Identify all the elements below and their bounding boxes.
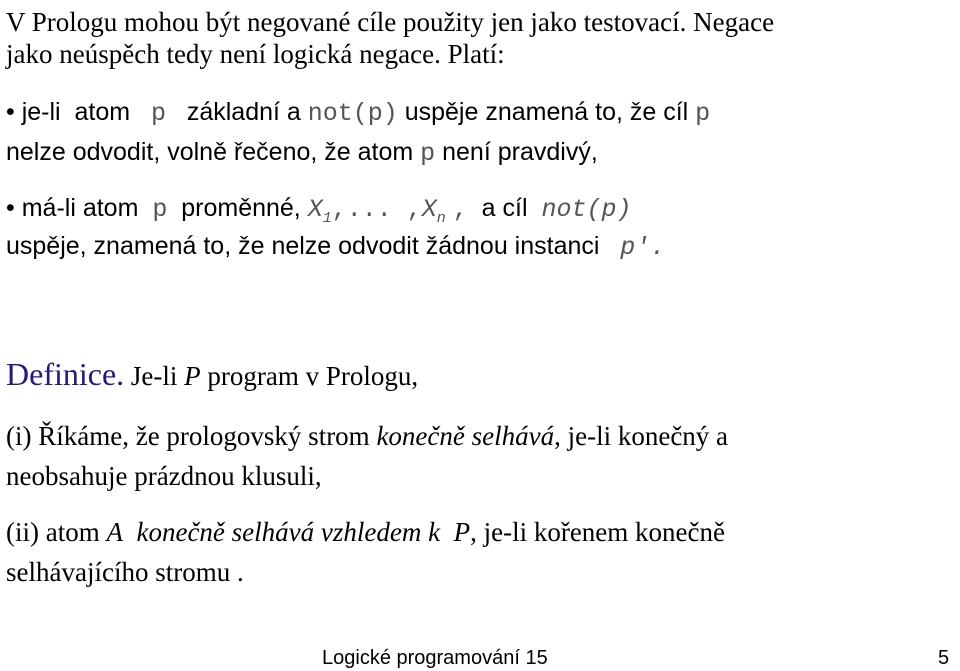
intro-line-1: V Prologu mohou být negované cíle použity jen jako testovací. Negace [6, 7, 775, 37]
code-dots: ,... , [331, 195, 422, 224]
item-text: , je-li kořenem konečně [470, 517, 725, 547]
code-comma: , [452, 195, 468, 224]
definition-text: Je-li [130, 361, 178, 391]
subscript-1: 1 [322, 210, 332, 227]
item-i-line-2: neobsahuje prázdnou klusuli, [6, 461, 322, 491]
item-text: (i) Říkáme, že prologovský strom [6, 421, 370, 451]
item-ii-line-2: selhávajícího stromu . [6, 557, 244, 587]
subscript-n: n [436, 210, 446, 227]
bullet-text: není pravdivý, [442, 138, 598, 166]
code-p: p [420, 139, 436, 168]
program-symbol: P [453, 517, 471, 547]
bullet-text: proměnné, [181, 194, 301, 222]
intro-line-2: jako neúspěch tedy není logická negace. Platí: [6, 39, 505, 69]
item-ii-line-1 [6, 516, 725, 548]
definition-text: program v Prologu, [207, 361, 419, 391]
bullet-2-line-1 [6, 192, 631, 235]
bullet-text: je-li [21, 98, 61, 126]
bullet-text: a cíl [481, 194, 528, 222]
bullet-text: má-li atom [21, 194, 139, 222]
bullet-marker: • [6, 194, 15, 222]
atom-symbol: A [106, 517, 123, 547]
code-p-prime: p'. [620, 233, 666, 262]
bullet-1-line-1 [6, 96, 710, 130]
item-emphasis: konečně selhává vzhledem k [136, 517, 441, 547]
bullet-text: uspěje znamená to, že cíl [404, 98, 689, 126]
item-text: (ii) atom [6, 517, 100, 547]
code-not-p: not(p) [541, 195, 632, 224]
program-symbol: P [184, 361, 201, 391]
definition-line [6, 358, 418, 392]
bullet-text: nelze odvodit, volně řečeno, že atom [6, 138, 414, 166]
item-emphasis: konečně selhává [376, 421, 555, 451]
footer-page-number: 5 [938, 647, 950, 669]
bullet-text: uspěje, znamená to, že nelze odvodit žádnou instanci [6, 232, 600, 260]
code-p: p [695, 99, 711, 128]
footer-course-title: Logické programování 15 [322, 647, 548, 669]
code-not-p: not(p) [307, 99, 398, 128]
code-x: X [421, 195, 437, 224]
bullet-1-line-2 [6, 136, 598, 170]
bullet-text: atom [74, 98, 131, 126]
definition-heading: Definice. [6, 356, 125, 392]
bullet-text: základní a [186, 98, 301, 126]
bullet-2-line-2 [6, 230, 665, 264]
code-x: X [307, 195, 323, 224]
code-p: p [152, 195, 168, 224]
code-p: p [150, 99, 166, 128]
item-i-line-1 [6, 420, 728, 452]
item-text: , je-li konečný a [554, 421, 729, 451]
bullet-marker: • [6, 98, 15, 126]
